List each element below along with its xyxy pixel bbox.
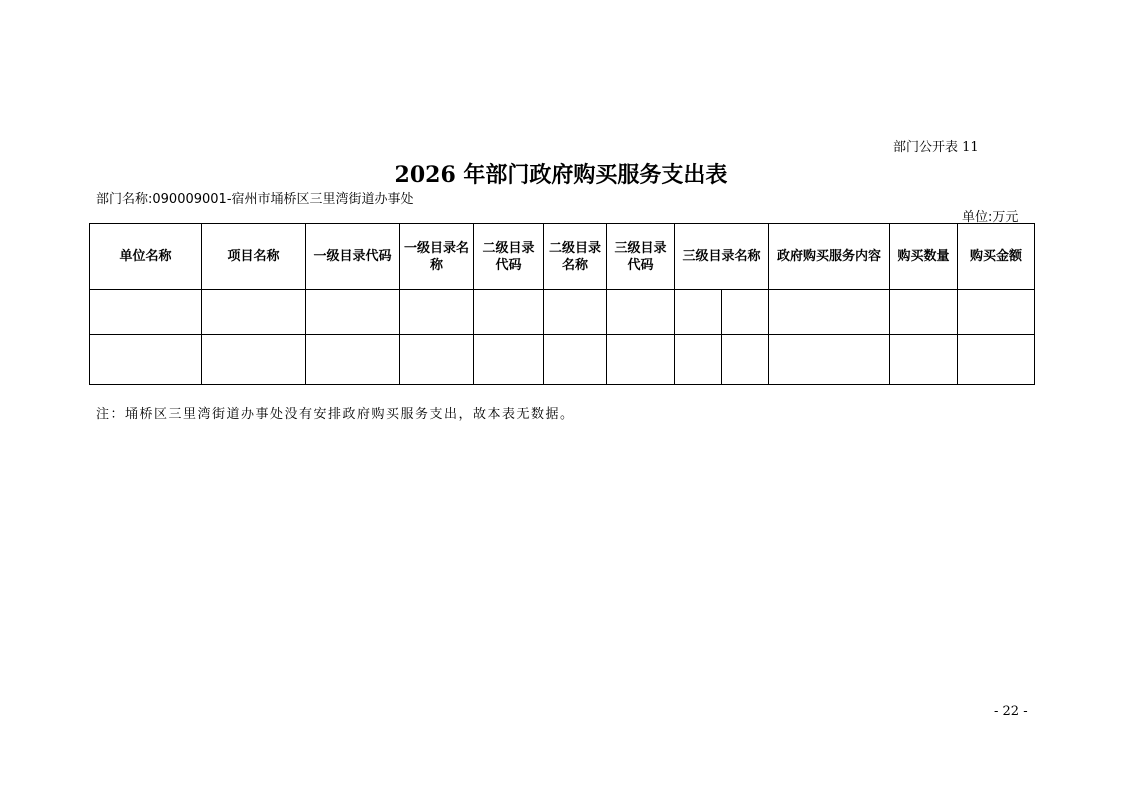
column-header: 三级目录名称 — [675, 224, 769, 290]
department-name: 部门名称:090009001-宿州市埇桥区三里湾街道办事处 — [96, 192, 414, 207]
table-cell — [958, 290, 1035, 335]
table-cell — [400, 335, 474, 385]
column-header: 购买数量 — [890, 224, 958, 290]
form-code: 部门公开表 11 — [893, 140, 979, 155]
column-header: 政府购买服务内容 — [769, 224, 890, 290]
expenditure-table — [89, 223, 1035, 385]
table-cell — [544, 290, 607, 335]
table-cell — [958, 335, 1035, 385]
column-header: 二级目录代码 — [474, 224, 544, 290]
column-header: 购买金额 — [958, 224, 1035, 290]
table-row — [90, 335, 1035, 385]
table-cell — [890, 335, 958, 385]
page-title: 2026 年部门政府购买服务支出表 — [394, 162, 728, 188]
table-cell — [474, 335, 544, 385]
table-note: 注：埇桥区三里湾街道办事处没有安排政府购买服务支出，故本表无数据。 — [96, 407, 575, 422]
table-cell — [675, 335, 722, 385]
table-cell — [544, 335, 607, 385]
table-header-row — [90, 224, 1035, 290]
table-row — [90, 290, 1035, 335]
column-header: 项目名称 — [202, 224, 306, 290]
table-cell — [722, 335, 769, 385]
table-cell — [90, 290, 202, 335]
table-cell — [890, 290, 958, 335]
table-cell — [474, 290, 544, 335]
column-header: 单位名称 — [90, 224, 202, 290]
table-cell — [607, 335, 675, 385]
table-cell — [202, 290, 306, 335]
column-header: 二级目录名称 — [544, 224, 607, 290]
page-number: - 22 - — [994, 704, 1028, 719]
table-cell — [769, 335, 890, 385]
table-cell — [306, 335, 400, 385]
table-cell — [90, 335, 202, 385]
table-cell — [202, 335, 306, 385]
column-header: 一级目录名称 — [400, 224, 474, 290]
column-header: 一级目录代码 — [306, 224, 400, 290]
unit-label: 单位:万元 — [962, 210, 1019, 225]
table-cell — [769, 290, 890, 335]
column-header: 三级目录代码 — [607, 224, 675, 290]
table-cell — [675, 290, 722, 335]
table-cell — [400, 290, 474, 335]
table-cell — [607, 290, 675, 335]
table-cell — [722, 290, 769, 335]
table-cell — [306, 290, 400, 335]
